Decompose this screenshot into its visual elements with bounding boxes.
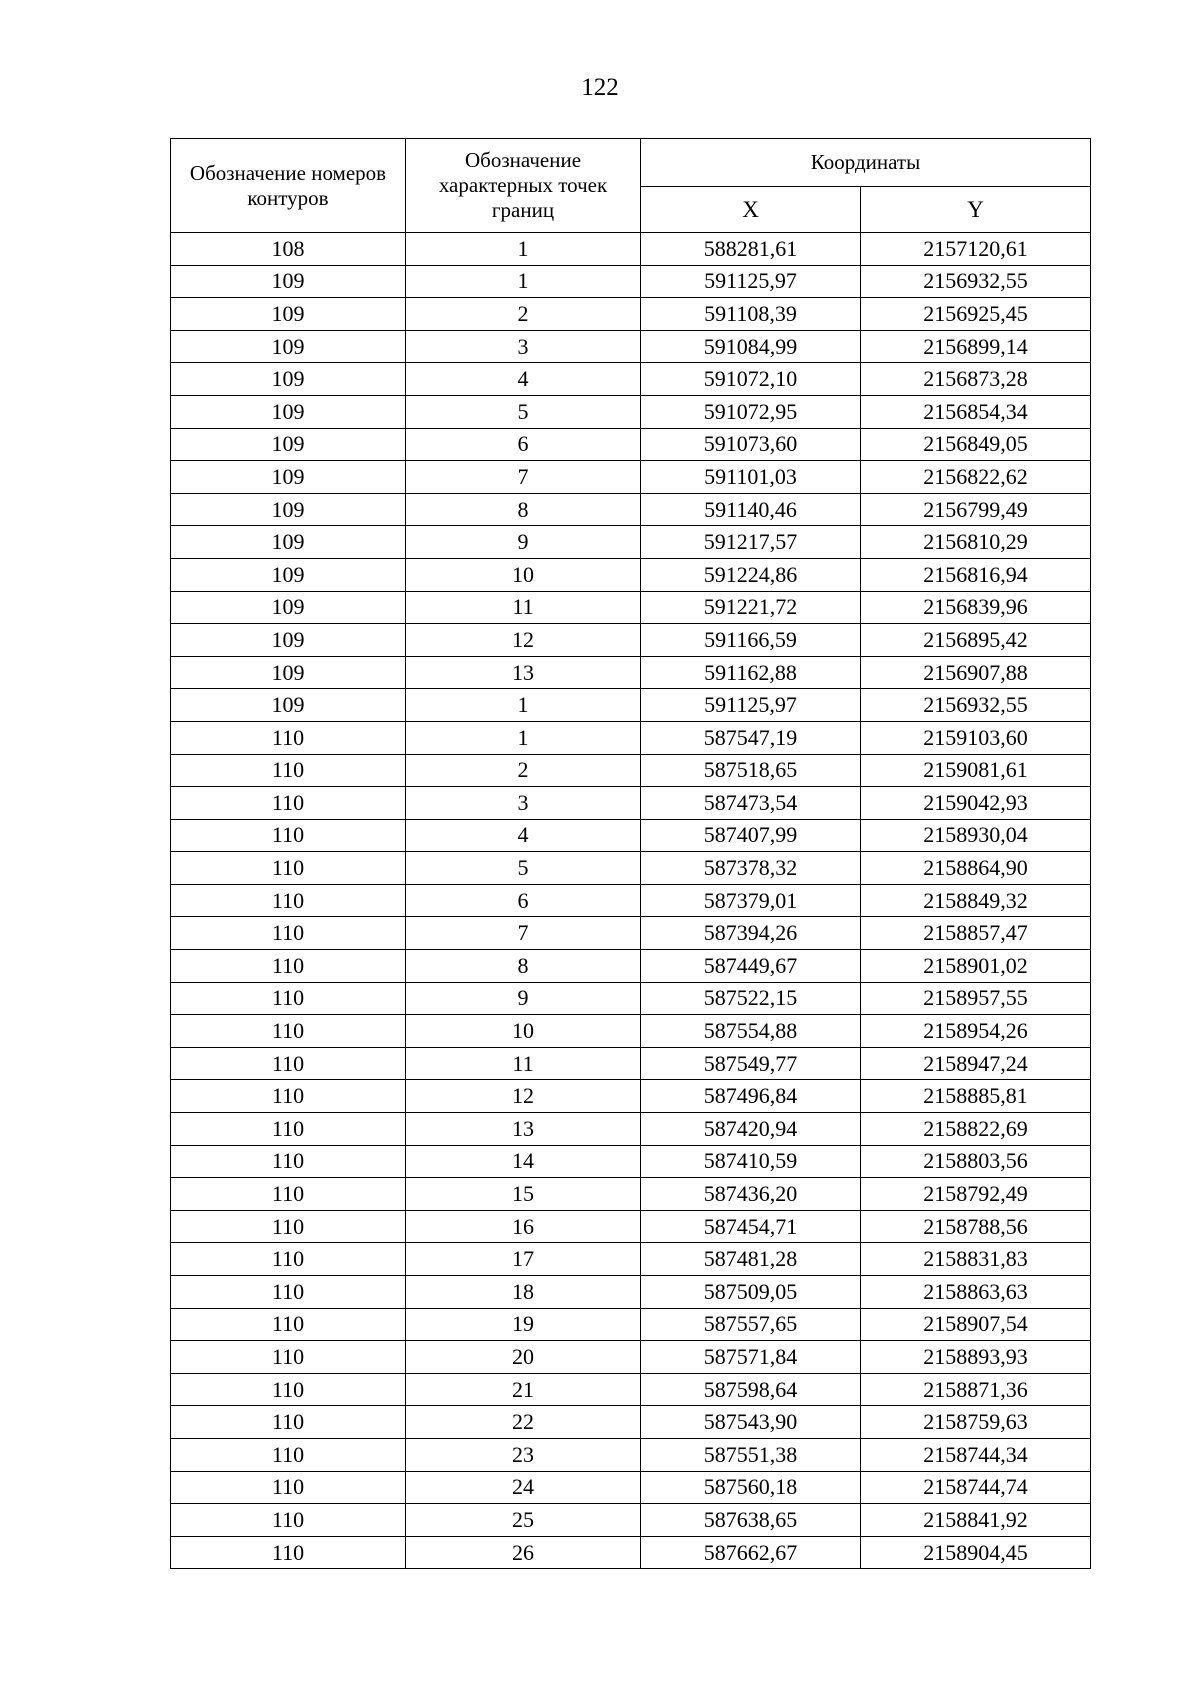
contour-cell: 110: [171, 852, 406, 885]
contour-cell: 110: [171, 787, 406, 820]
contour-cell: 109: [171, 493, 406, 526]
table-row: [171, 1015, 1091, 1048]
table-row: [171, 982, 1091, 1015]
contour-cell: 109: [171, 363, 406, 396]
table-row: [171, 1406, 1091, 1439]
x-cell: 587509,05: [641, 1276, 861, 1309]
table-row: [171, 1113, 1091, 1146]
y-cell: 2158864,90: [861, 852, 1091, 885]
table-row: [171, 1210, 1091, 1243]
y-cell: 2156873,28: [861, 363, 1091, 396]
point-cell: 8: [406, 950, 641, 983]
table-row: [171, 884, 1091, 917]
table-row: [171, 428, 1091, 461]
point-cell: 25: [406, 1504, 641, 1537]
table-row: [171, 1047, 1091, 1080]
contour-cell: 109: [171, 428, 406, 461]
x-cell: 587560,18: [641, 1471, 861, 1504]
x-cell: 587496,84: [641, 1080, 861, 1113]
table-row: [171, 363, 1091, 396]
y-cell: 2156907,88: [861, 656, 1091, 689]
contour-cell: 109: [171, 265, 406, 298]
x-cell: 587551,38: [641, 1438, 861, 1471]
point-cell: 13: [406, 656, 641, 689]
x-cell: 588281,61: [641, 233, 861, 266]
point-cell: 6: [406, 884, 641, 917]
contour-cell: 109: [171, 689, 406, 722]
point-cell: 3: [406, 787, 641, 820]
y-cell: 2156932,55: [861, 265, 1091, 298]
y-cell: 2156932,55: [861, 689, 1091, 722]
x-cell: 587522,15: [641, 982, 861, 1015]
contour-cell: 110: [171, 754, 406, 787]
x-cell: 587436,20: [641, 1178, 861, 1211]
x-cell: 587557,65: [641, 1308, 861, 1341]
x-cell: 587410,59: [641, 1145, 861, 1178]
y-cell: 2158831,83: [861, 1243, 1091, 1276]
y-cell: 2158871,36: [861, 1373, 1091, 1406]
x-cell: 591073,60: [641, 428, 861, 461]
contour-cell: 110: [171, 1308, 406, 1341]
point-cell: 1: [406, 233, 641, 266]
y-cell: 2158957,55: [861, 982, 1091, 1015]
x-cell: 587547,19: [641, 721, 861, 754]
contour-cell: 110: [171, 1178, 406, 1211]
y-cell: 2158954,26: [861, 1015, 1091, 1048]
point-cell: 21: [406, 1373, 641, 1406]
y-cell: 2158947,24: [861, 1047, 1091, 1080]
table-row: [171, 395, 1091, 428]
y-cell: 2158885,81: [861, 1080, 1091, 1113]
y-cell: 2158893,93: [861, 1341, 1091, 1374]
contour-cell: 110: [171, 1276, 406, 1309]
header-point-number: Обозначение характерных точек границ: [406, 139, 641, 233]
y-cell: 2156822,62: [861, 461, 1091, 494]
table-row: [171, 298, 1091, 331]
contour-cell: 109: [171, 526, 406, 559]
x-cell: 587598,64: [641, 1373, 861, 1406]
point-cell: 1: [406, 721, 641, 754]
x-cell: 587473,54: [641, 787, 861, 820]
y-cell: 2158849,32: [861, 884, 1091, 917]
contour-cell: 110: [171, 950, 406, 983]
contour-cell: 109: [171, 395, 406, 428]
contour-cell: 110: [171, 1504, 406, 1537]
table-row: [171, 1145, 1091, 1178]
x-cell: 591224,86: [641, 558, 861, 591]
contour-cell: 110: [171, 1536, 406, 1569]
table-row: [171, 787, 1091, 820]
table-row: [171, 1341, 1091, 1374]
y-cell: 2158822,69: [861, 1113, 1091, 1146]
table-row: [171, 558, 1091, 591]
table-row: [171, 1373, 1091, 1406]
y-cell: 2159042,93: [861, 787, 1091, 820]
contour-cell: 109: [171, 461, 406, 494]
y-cell: 2156810,29: [861, 526, 1091, 559]
contour-cell: 108: [171, 233, 406, 266]
contour-cell: 110: [171, 1341, 406, 1374]
contour-cell: 110: [171, 1373, 406, 1406]
table-header: [171, 139, 1091, 233]
point-cell: 11: [406, 591, 641, 624]
header-contour-number: Обозначение номеров контуров: [171, 139, 406, 233]
y-cell: 2158901,02: [861, 950, 1091, 983]
contour-cell: 110: [171, 1113, 406, 1146]
table-row: [171, 852, 1091, 885]
x-cell: 587518,65: [641, 754, 861, 787]
y-cell: 2159103,60: [861, 721, 1091, 754]
x-cell: 587454,71: [641, 1210, 861, 1243]
x-cell: 587407,99: [641, 819, 861, 852]
contour-cell: 110: [171, 1471, 406, 1504]
table-row: [171, 1080, 1091, 1113]
x-cell: 591125,97: [641, 265, 861, 298]
y-cell: 2156854,34: [861, 395, 1091, 428]
x-cell: 591072,95: [641, 395, 861, 428]
point-cell: 2: [406, 298, 641, 331]
y-cell: 2158930,04: [861, 819, 1091, 852]
table-row: [171, 624, 1091, 657]
x-cell: 587379,01: [641, 884, 861, 917]
header-x: X: [641, 187, 861, 233]
table-row: [171, 917, 1091, 950]
contour-cell: 110: [171, 1243, 406, 1276]
contour-cell: 109: [171, 656, 406, 689]
y-cell: 2158857,47: [861, 917, 1091, 950]
y-cell: 2156899,14: [861, 330, 1091, 363]
point-cell: 19: [406, 1308, 641, 1341]
y-cell: 2156839,96: [861, 591, 1091, 624]
table-row: [171, 656, 1091, 689]
x-cell: 591072,10: [641, 363, 861, 396]
x-cell: 591101,03: [641, 461, 861, 494]
point-cell: 11: [406, 1047, 641, 1080]
contour-cell: 110: [171, 1080, 406, 1113]
contour-cell: 109: [171, 298, 406, 331]
x-cell: 591125,97: [641, 689, 861, 722]
table-row: [171, 1536, 1091, 1569]
table-row: [171, 1504, 1091, 1537]
table-row: [171, 1276, 1091, 1309]
x-cell: 591084,99: [641, 330, 861, 363]
point-cell: 4: [406, 363, 641, 396]
page-number: 122: [581, 74, 619, 101]
x-cell: 591108,39: [641, 298, 861, 331]
contour-cell: 110: [171, 1047, 406, 1080]
point-cell: 7: [406, 461, 641, 494]
contour-cell: 110: [171, 1210, 406, 1243]
point-cell: 3: [406, 330, 641, 363]
x-cell: 587549,77: [641, 1047, 861, 1080]
point-cell: 10: [406, 558, 641, 591]
table-row: [171, 493, 1091, 526]
point-cell: 20: [406, 1341, 641, 1374]
table-row: [171, 721, 1091, 754]
contour-cell: 110: [171, 721, 406, 754]
point-cell: 8: [406, 493, 641, 526]
table-row: [171, 526, 1091, 559]
table-row: [171, 1471, 1091, 1504]
header-y: Y: [861, 187, 1091, 233]
point-cell: 14: [406, 1145, 641, 1178]
table-row: [171, 689, 1091, 722]
x-cell: 587554,88: [641, 1015, 861, 1048]
point-cell: 4: [406, 819, 641, 852]
y-cell: 2159081,61: [861, 754, 1091, 787]
x-cell: 591162,88: [641, 656, 861, 689]
contour-cell: 110: [171, 1015, 406, 1048]
contour-cell: 110: [171, 982, 406, 1015]
table-row: [171, 1178, 1091, 1211]
x-cell: 587420,94: [641, 1113, 861, 1146]
contour-cell: 110: [171, 1145, 406, 1178]
coordinates-table: [170, 138, 1091, 1569]
header-coordinates: Координаты: [641, 139, 1091, 187]
table-row: [171, 461, 1091, 494]
point-cell: 2: [406, 754, 641, 787]
point-cell: 1: [406, 689, 641, 722]
contour-cell: 110: [171, 819, 406, 852]
y-cell: 2157120,61: [861, 233, 1091, 266]
contour-cell: 110: [171, 884, 406, 917]
x-cell: 587638,65: [641, 1504, 861, 1537]
point-cell: 9: [406, 982, 641, 1015]
y-cell: 2158841,92: [861, 1504, 1091, 1537]
point-cell: 16: [406, 1210, 641, 1243]
x-cell: 587481,28: [641, 1243, 861, 1276]
table-row: [171, 233, 1091, 266]
point-cell: 10: [406, 1015, 641, 1048]
y-cell: 2158744,34: [861, 1438, 1091, 1471]
point-cell: 26: [406, 1536, 641, 1569]
x-cell: 587571,84: [641, 1341, 861, 1374]
point-cell: 5: [406, 395, 641, 428]
x-cell: 591166,59: [641, 624, 861, 657]
point-cell: 12: [406, 624, 641, 657]
y-cell: 2156925,45: [861, 298, 1091, 331]
table-row: [171, 265, 1091, 298]
y-cell: 2158803,56: [861, 1145, 1091, 1178]
point-cell: 18: [406, 1276, 641, 1309]
x-cell: 587394,26: [641, 917, 861, 950]
y-cell: 2158904,45: [861, 1536, 1091, 1569]
point-cell: 17: [406, 1243, 641, 1276]
point-cell: 15: [406, 1178, 641, 1211]
point-cell: 5: [406, 852, 641, 885]
point-cell: 1: [406, 265, 641, 298]
table-row: [171, 1308, 1091, 1341]
table-row: [171, 1438, 1091, 1471]
y-cell: 2158788,56: [861, 1210, 1091, 1243]
table-body: [171, 233, 1091, 1569]
contour-cell: 109: [171, 591, 406, 624]
point-cell: 24: [406, 1471, 641, 1504]
contour-cell: 110: [171, 1438, 406, 1471]
point-cell: 9: [406, 526, 641, 559]
contour-cell: 110: [171, 917, 406, 950]
y-cell: 2158744,74: [861, 1471, 1091, 1504]
table-row: [171, 819, 1091, 852]
y-cell: 2158759,63: [861, 1406, 1091, 1439]
point-cell: 23: [406, 1438, 641, 1471]
point-cell: 13: [406, 1113, 641, 1146]
x-cell: 587378,32: [641, 852, 861, 885]
table-row: [171, 754, 1091, 787]
y-cell: 2156895,42: [861, 624, 1091, 657]
x-cell: 591140,46: [641, 493, 861, 526]
y-cell: 2156849,05: [861, 428, 1091, 461]
contour-cell: 110: [171, 1406, 406, 1439]
table-row: [171, 950, 1091, 983]
y-cell: 2156799,49: [861, 493, 1091, 526]
point-cell: 12: [406, 1080, 641, 1113]
y-cell: 2158792,49: [861, 1178, 1091, 1211]
y-cell: 2156816,94: [861, 558, 1091, 591]
x-cell: 587543,90: [641, 1406, 861, 1439]
contour-cell: 109: [171, 624, 406, 657]
point-cell: 6: [406, 428, 641, 461]
x-cell: 591217,57: [641, 526, 861, 559]
y-cell: 2158907,54: [861, 1308, 1091, 1341]
y-cell: 2158863,63: [861, 1276, 1091, 1309]
point-cell: 22: [406, 1406, 641, 1439]
table-row: [171, 591, 1091, 624]
x-cell: 591221,72: [641, 591, 861, 624]
point-cell: 7: [406, 917, 641, 950]
x-cell: 587449,67: [641, 950, 861, 983]
x-cell: 587662,67: [641, 1536, 861, 1569]
table-row: [171, 1243, 1091, 1276]
contour-cell: 109: [171, 558, 406, 591]
contour-cell: 109: [171, 330, 406, 363]
table-row: [171, 330, 1091, 363]
